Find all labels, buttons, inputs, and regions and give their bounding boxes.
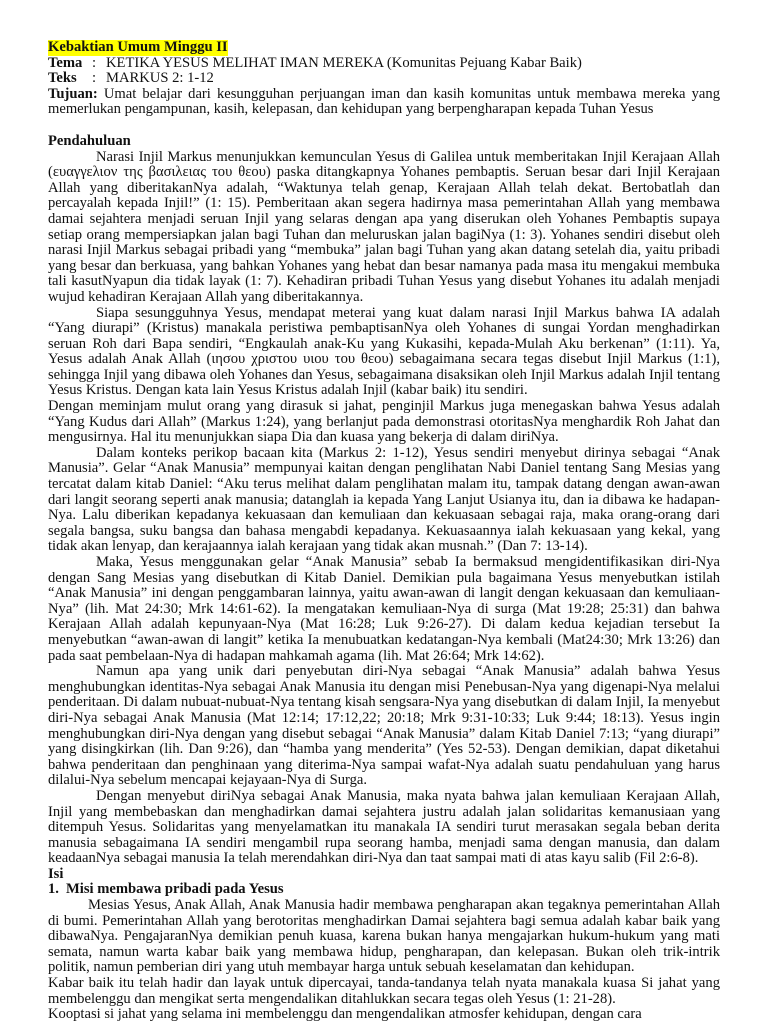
isi-paragraph-2: Kabar baik itu telah hadir dan layak untuk dipercayai, tanda-tandanya telah nyata manakala kuasa Si jahat yang membelenggu dan mengikat serta mengendalikan ditahlukkan secara tegas oleh Yesus (1: 21-28). (48, 975, 720, 1007)
service-title-line (48, 40, 720, 56)
tema-line (48, 56, 720, 72)
pendahuluan-heading: Pendahuluan (48, 132, 131, 149)
tema-colon: : (92, 54, 97, 71)
isi-subheading-number: 1. (48, 881, 59, 898)
isi-subheading-title: Misi membawa pribadi pada Yesus (66, 881, 284, 898)
pendahuluan-paragraph-5: Maka, Yesus menggunakan gelar “Anak Manusia” sebab Ia bermaksud mengidentifikasikan diri-Nya dengan Sang Mesias yang disebutkan di Kitab Daniel. Demikian pula bagaimana Yesus menyebutkan istilah “Anak Manusia” ini dengan penggambaran lainnya, yaitu awan-awan di langit dengan kekuasaan dan kemuliaan-Nya” (lih. Mat 24:30; Mrk 14:61-62). Ia mengatakan kemuliaan-Nya di surga (Mat 19:28; 25:31) dan bahwa Kerajaan Allah adalah kepunyaan-Nya (Mat 16:28; Luk 9:26-27). Di dalam kedua kejadian tersebut Ia menyebutkan “awan-awan di langit” ketika Ia menubuatkan kedatangan-Nya kembali (Mat24:30; Mrk 13:26) dan pada saat pembelaan-Nya di hadapan mahkamah agama (lih. Mat 26:64; Mrk 14:62). (48, 554, 720, 664)
service-title: Kebaktian Umum Minggu II (48, 39, 228, 55)
tema-label: Tema (48, 54, 83, 71)
tujuan-label: Tujuan: (48, 85, 98, 102)
isi-subheading (48, 882, 720, 898)
pendahuluan-paragraph-1: Narasi Injil Markus menunjukkan kemunculan Yesus di Galilea untuk memberitakan Injil Kerajaan Allah (ευαγγελιον της βασιλειας του θεου) paska ditangkapnya Yohanes pembaptis. Seruan besar dari Injil Kerajaan Allah yang diberitakanNya adalah, “Waktunya telah genap, Kerajaan Allah telah dekat. Bertobatlah dan percayalah kepada Injil!” (1: 15). Pemberitaan akan segera hadirnya masa pemerintahan Allah yang membawa damai sejahtera menjadi seruan Injil yang selaras dengan apa yang diserukan oleh Yohanes Pembaptis supaya setiap orang mempersiapkan jalan bagi Tuhan dan meluruskan jalan bagiNya (1: 3). Yohanes sendiri disebut oleh narasi Injil Markus sebagai pribadi yang “membuka” jalan bagi Tuhan yang akan datang setelah dia, yaitu pribadi yang besar dan berkuasa, yang bahkan Yohanes yang hebat dan besar namanya pada masa itu mengakui membuka tali kasutNyapun dia tidak layak (1: 7). Kehadiran pribadi Tuhan Yesus yang disebut Yohanes itu adalah menjadi wujud kehadiran Kerajaan Allah yang diberitakannya. (48, 148, 720, 305)
teks-line (48, 71, 720, 87)
isi-paragraph-3: Kooptasi si jahat yang selama ini membelenggu dan mengendalikan atmosfer kehidupan, dengan cara (48, 1006, 642, 1023)
pendahuluan-paragraph-4: Dalam konteks perikop bacaan kita (Markus 2: 1-12), Yesus sendiri menyebut dirinya sebagai “Anak Manusia”. Gelar “Anak Manusia” mempunyai kaitan dengan penglihatan Nabi Daniel tentang Sang Mesias yang tercatat dalam kitab Daniel: “Aku terus melihat dalam penglihatan malam itu, tampak datang dengan awan-awan dari langit seorang seperti anak manusia; datanglah ia kepada Yang Lanjut Usianya itu, dan ia dibawa ke hadapan-Nya. Lalu diberikan kepadanya kekuasaan dan kemuliaan dan kekuasaan sebagai raja, maka orang-orang dari segala bangsa, suku bangsa dan bahasa mengabdi kepadanya. Kekuasaannya ialah kekuasaan yang kekal, yang tidak akan lenyap, dan kerajaannya ialah kerajaan yang tidak akan musnah.” (Dan 7: 13-14). (48, 444, 720, 555)
isi-paragraph-1: Mesias Yesus, Anak Allah, Anak Manusia hadir membawa pengharapan akan tegaknya pemerintahan Allah di bumi. Pemerintahan Allah yang berotoritas menghadirkan Damai sejahtera bagi semua adalah kabar baik yang dibawaNya. PengajaranNya demikian penuh kuasa, karena bukan hanya mengajarkan hukum-hukum yang mati semata, namun warta kabar baik yang membawa hidup, pengharapan, dan kelepasan. Bukan oleh trik-intrik politik, namun pemberian diri yang utuh membayar harga untuk sebuah keselamatan dan kehidupan. (48, 897, 720, 976)
teks-value: MARKUS 2: 1-12 (106, 70, 214, 87)
tema-value: KETIKA YESUS MELIHAT IMAN MEREKA (Komunitas Pejuang Kabar Baik) (106, 54, 582, 71)
teks-label: Teks (48, 70, 77, 87)
tujuan-value: Umat belajar dari kesungguhan perjuangan iman dan kasih komunitas untuk membawa mereka yang memerlukan pengampunan, kasih, kelepasan, dan kehidupan yang berpengharapan kepada Tuhan Yesus (48, 85, 720, 118)
pendahuluan-paragraph-3: Dengan meminjam mulut orang yang dirasuk si jahat, penginjil Markus juga menegaskan bahwa Yesus adalah “Yang Kudus dari Allah” (Markus 1:24), yang berlanjut pada demonstrasi otoritasNya menghardik Roh Jahat dan mengusirnya. Hal itu menunjukkan siapa Dia dan kuasa yang bekerja di dalam diriNya. (48, 398, 720, 446)
tujuan-paragraph (48, 87, 720, 118)
pendahuluan-paragraph-7: Dengan menyebut diriNya sebagai Anak Manusia, maka nyata bahwa jalan kemuliaan Kerajaan Allah, Injil yang membebaskan dan menghadirkan damai sejahtera justru adalah jalan solidaritas kemanusiaan yang ditempuh Yesus. Solidaritas yang menyelamatkan itu manakala IA sendiri turut merasakan segala beban derita manusia sebagaimana IA sendiri mengambil rupa seorang hamba, menjadi sama dengan manusia, dan dalam keadaanNya sebagai manusia Ia telah merendahkan diri-Nya dan taat sampai mati di atas kayu salib (Fil 2:6-8). (48, 787, 720, 867)
teks-colon: : (92, 70, 97, 87)
pendahuluan-paragraph-2: Siapa sesungguhnya Yesus, mendapat meterai yang kuat dalam narasi Injil Markus bahwa IA adalah “Yang diurapi” (Kristus) manakala peristiwa pembaptisanNya oleh Yohanes di sungai Yordan menghadirkan seruan Roh dari Bapa sendiri, “Engkaulah anak-Ku yang Kukasihi, kepada-Mulah Aku berkenan” (1:11). Ya, Yesus adalah Anak Allah (ιησου χριστου υιου του θεου) sebagaimana secara tegas disebut Injil Markus (1:1), sehingga Injil yang dibawa oleh Yohanes dan Yesus, sebagaimana disaksikan oleh Injil Markus adalah Injil tentang Yesus Kristus. Dengan kata lain Yesus Kristus adalah Injil (kabar baik) itu sendiri. (48, 304, 720, 399)
pendahuluan-paragraph-6: Namun apa yang unik dari penyebutan diri-Nya sebagai “Anak Manusia” adalah bahwa Yesus menghubungkan identitas-Nya sebagai Anak Manusia itu dengan misi Penebusan-Nya yang digenapi-Nya melalui penderitaan. Di dalam nubuat-nubuat-Nya tentang kisah sengsara-Nya yang disebutkan di dalam Injil, Ia menyebut diri-Nya sebagai Anak Manusia (Mat 12:14; 17:12,22; 20:18; Mrk 9:31-10:33; Luk 9:44; 18:13). Yesus ingin menghubungkan diri-Nya dengan yang disebut sebagai “Anak Manusia” dalam Kitab Daniel 7:13; “yang diurapi” yang disingkirkan (lih. Dan 9:26), dan “hamba yang menderita” (Yes 52-53). Dengan demikian, dapat diketahui bahwa penderitaan dan penghinaan yang diterima-Nya sampai wafat-Nya adalah suatu pendahuluan yang harus dilalui-Nya sebelum mencapai kejayaan-Nya di Surga. (48, 663, 720, 789)
isi-heading: Isi (48, 865, 64, 882)
